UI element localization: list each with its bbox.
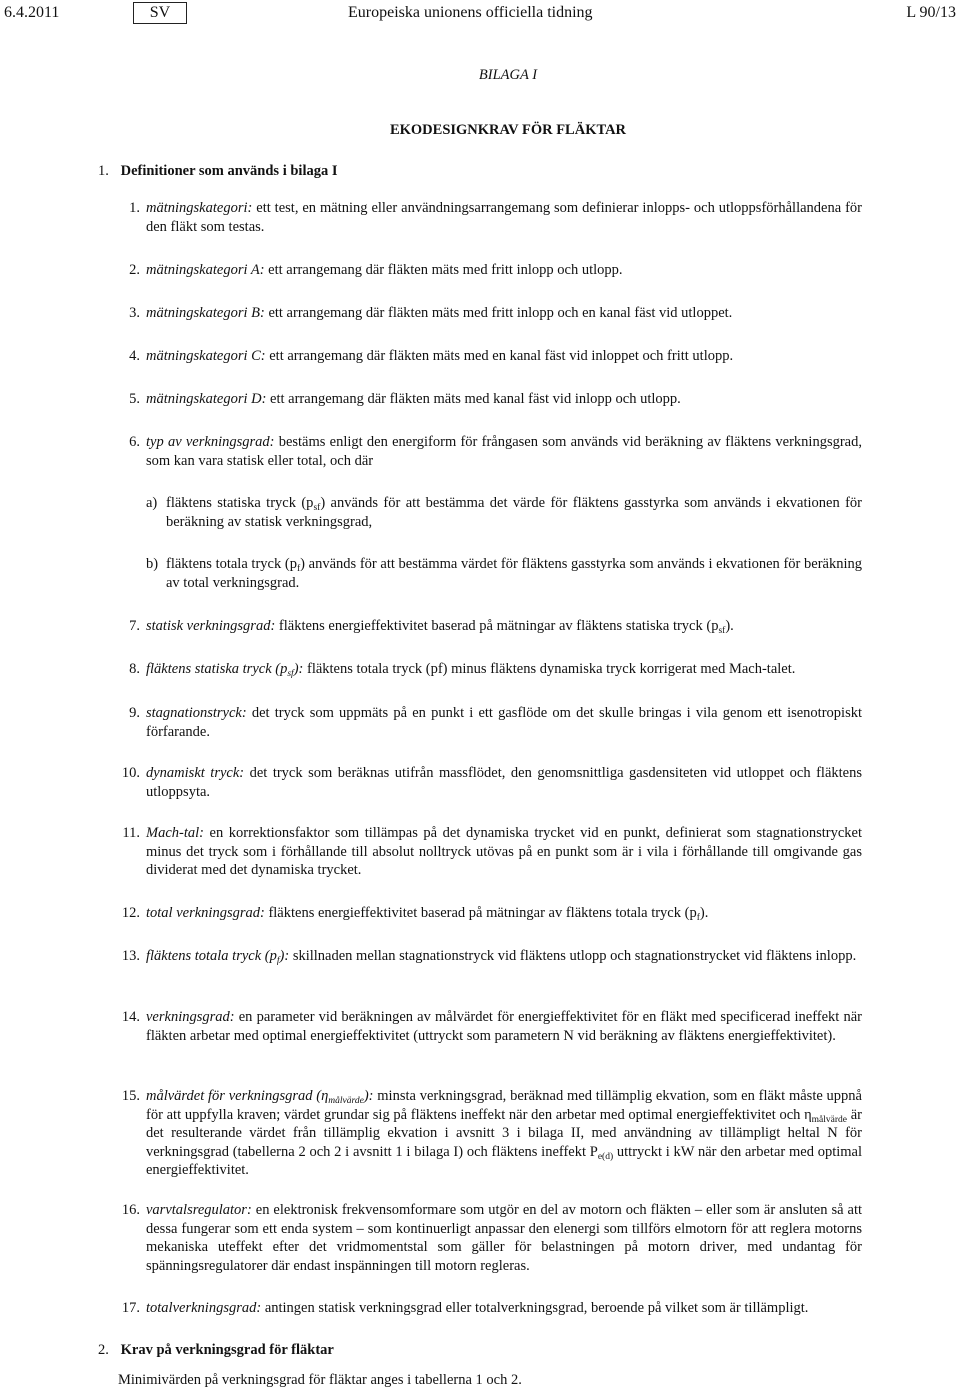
definition-text: antingen statisk verkningsgrad eller totalverkningsgrad, beroende på vilket som är tillämpligt. xyxy=(261,1300,809,1316)
item-number: 8. xyxy=(129,661,140,677)
subscript: f xyxy=(696,913,700,923)
definition-item xyxy=(116,617,862,636)
definition-text: fläktens totala tryck (pf) minus fläktens dynamiska tryck korrigerat med Mach-talet. xyxy=(303,661,796,677)
section-heading-1 xyxy=(98,163,338,180)
term: totalverkningsgrad: xyxy=(146,1300,262,1316)
term: mätningskategori B: xyxy=(146,305,265,321)
item-number: 13. xyxy=(121,948,140,964)
definition-text: det tryck som beräknas utifrån massflödet, den genomsnittliga gasdensiteten vid utloppet och fläktens utloppsyta. xyxy=(146,765,862,800)
item-number: 14. xyxy=(121,1009,140,1025)
term-text: målvärdet för verkningsgrad (η xyxy=(146,1088,329,1104)
term xyxy=(146,1088,374,1104)
term-text: ): xyxy=(293,661,304,677)
item-number: 10. xyxy=(121,765,140,781)
annex-label: BILAGA I xyxy=(478,67,538,83)
definition-text: fläktens energieffektivitet baserad på mätningar av fläktens totala tryck (p xyxy=(264,905,697,921)
item-number: 6. xyxy=(129,434,140,450)
definition-item xyxy=(116,390,862,409)
term: typ av verkningsgrad: xyxy=(146,434,275,450)
definition-text: ett test, en mätning eller användningsarrangemang som definierar inlopps- och utloppsförhållandena för den fläkt som testas. xyxy=(146,200,862,235)
term: mätningskategori A: xyxy=(146,262,265,278)
definition-item xyxy=(116,947,862,966)
sub-text: fläktens statiska tryck (p xyxy=(166,495,314,511)
item-number: 4. xyxy=(129,348,140,364)
item-number: 5. xyxy=(129,391,140,407)
item-number: 15. xyxy=(121,1088,140,1104)
term xyxy=(146,661,303,677)
sub-item-b xyxy=(146,555,862,592)
subscript: målvärde xyxy=(811,1114,848,1125)
definition-item xyxy=(116,261,862,280)
sub-text: fläktens totala tryck (p xyxy=(166,556,297,572)
term: total verkningsgrad: xyxy=(146,905,265,921)
term-text: fläktens statiska tryck (p xyxy=(146,661,288,677)
term-text: ): xyxy=(363,1088,374,1104)
term: varvtalsregulator: xyxy=(146,1202,252,1218)
item-number: 9. xyxy=(129,705,140,721)
subscript: f xyxy=(296,564,301,574)
item-number: 12. xyxy=(121,905,140,921)
definition-text: en parameter vid beräkningen av målvärdet för energieffektivitet för en fläkt med specificerad ineffekt när fläkten arbetar med optimal energieffektivitet (uttryckt som parametern N vid beräkning av fläktens energieffektivitet). xyxy=(146,1009,862,1044)
closing-paragraph: Minimivärden på verkningsgrad för fläktar anges i tabellerna 1 och 2. xyxy=(118,1372,522,1388)
page-reference: L 90/13 xyxy=(906,4,956,21)
definition-item xyxy=(116,1087,862,1180)
definition-item xyxy=(116,824,862,880)
subscript: målvärde xyxy=(328,1096,364,1106)
definition-text: ett arrangemang där fläkten mäts med en kanal fäst vid inloppet och fritt utlopp. xyxy=(265,348,734,364)
item-number: 16. xyxy=(121,1202,140,1218)
section-title: Definitioner som används i bilaga I xyxy=(120,163,338,179)
definition-item xyxy=(116,764,862,801)
term: mätningskategori C: xyxy=(146,348,266,364)
definition-text: fläktens energieffektivitet baserad på mätningar av fläktens statiska tryck (p xyxy=(275,618,719,634)
definition-item xyxy=(116,904,862,923)
annex-title: EKODESIGNKRAV FÖR FLÄKTAR xyxy=(389,122,627,138)
sub-item-marker: b) xyxy=(146,556,159,572)
definition-item xyxy=(116,347,862,366)
term: mätningskategori: xyxy=(146,200,253,216)
definition-text: ett arrangemang där fläkten mäts med fritt inlopp och en kanal fäst vid utloppet. xyxy=(264,305,733,321)
language-badge: SV xyxy=(133,2,187,24)
definition-text: bestäms enligt den energiform för frångasen som används vid beräkning av fläktens verkningsgrad, som kan vara statisk eller total, och där xyxy=(146,434,862,469)
subscript: sf xyxy=(313,503,321,513)
section-title: Krav på verkningsgrad för fläktar xyxy=(120,1342,334,1358)
page-header xyxy=(0,2,960,26)
item-number: 11. xyxy=(122,825,140,841)
definition-item xyxy=(116,199,862,236)
definition-item xyxy=(116,660,862,679)
sub-item-a xyxy=(146,494,862,531)
definition-text: det tryck som uppmäts på en punkt i ett gasflöde om det skulle bringas i vila genom ett isenotropiskt förfarande. xyxy=(146,705,862,740)
publication-date: 6.4.2011 xyxy=(4,4,60,21)
term: mätningskategori D: xyxy=(146,391,267,407)
term: dynamiskt tryck: xyxy=(146,765,245,781)
subscript: sf xyxy=(287,669,294,679)
sub-text: ) används för att bestämma värdet för fläktens gasstyrka som används i ekvationen för beräkning av total verkningsgrad. xyxy=(166,556,863,591)
item-number: 2. xyxy=(129,262,140,278)
definition-item xyxy=(116,304,862,323)
definition-item xyxy=(116,1201,862,1275)
term: Mach-tal: xyxy=(146,825,204,841)
definition-item xyxy=(116,1008,862,1045)
term-text: ): xyxy=(279,948,290,964)
item-number: 1. xyxy=(129,200,140,216)
term xyxy=(146,948,289,964)
section-number: 2. xyxy=(98,1342,109,1358)
subscript: e(d) xyxy=(597,1151,614,1162)
term-text: fläktens totala tryck (p xyxy=(146,948,277,964)
subscript: sf xyxy=(718,626,726,636)
subscript: f xyxy=(276,956,280,966)
sub-text: ) används för att bestämma det värde för fläktens gasstyrka som används i ekvationen för beräkning av statisk verkningsgrad, xyxy=(166,495,862,530)
definition-text: en korrektionsfaktor som tillämpas på det dynamiska trycket vid en punkt, definierat som stagnationstrycket minus det tryck som i förhållande till absolut nolltryck utövas på en punkt som är i vila i förhållande till omgivande gas dividerat med det dynamiska trycket. xyxy=(146,825,862,878)
definition-text: ). xyxy=(725,618,734,634)
term: stagnationstryck: xyxy=(146,705,247,721)
sub-item-marker: a) xyxy=(146,495,158,511)
definition-text: ett arrangemang där fläkten mäts med kanal fäst vid inlopp och utlopp. xyxy=(266,391,681,407)
item-number: 7. xyxy=(129,618,140,634)
item-number: 3. xyxy=(129,305,140,321)
journal-title: Europeiska unionens officiella tidning xyxy=(348,4,593,21)
definition-text: ). xyxy=(699,905,709,921)
definition-item xyxy=(116,1299,862,1318)
definition-text: uttryckt i kW när den arbetar med optimal energieffektivitet. xyxy=(146,1143,863,1178)
definition-text: är det resulterande värdet från tillämplig ekvation i avsnitt 3 i bilaga II, med användning av tillämpligt heltal N för verkningsgrad (tabellerna 2 och 2 i avsnitt 1 i bilaga I) och fläktens ineffekt P xyxy=(146,1106,862,1160)
definition-item xyxy=(116,433,862,470)
term: statisk verkningsgrad: xyxy=(146,618,276,634)
definition-text: skillnaden mellan stagnationstryck vid fläktens utlopp och stagnationstrycket vid fläktens inlopp. xyxy=(289,948,857,964)
section-heading-2 xyxy=(98,1342,334,1359)
definition-text: en elektronisk frekvensomformare som utgör en del av motorn och fläkten – eller som är ansluten så att dessa fungerar som ett enda system – som kontinuerligt anpassar den elenergi som tillförs elmotorn för att reglera motorns mekaniska uteffekt efter det vridmomentstal som gäller för belastningen på motorn driver, med undantag för spänningsregulatorer där endast inspänningen till motorn regleras. xyxy=(146,1202,862,1274)
item-number: 17. xyxy=(121,1300,140,1316)
definition-text: minsta verkningsgrad, beräknad med tillämplig ekvation, som en fläkt måste uppnå för att uppfylla kraven; värdet grundar sig på fläktens ineffekt när den arbetar med optimal energieffektivitet och η xyxy=(146,1088,862,1123)
definition-item xyxy=(116,704,862,741)
term: verkningsgrad: xyxy=(146,1009,235,1025)
definition-text: ett arrangemang där fläkten mäts med fritt inlopp och utlopp. xyxy=(264,262,623,278)
section-number: 1. xyxy=(98,163,109,179)
